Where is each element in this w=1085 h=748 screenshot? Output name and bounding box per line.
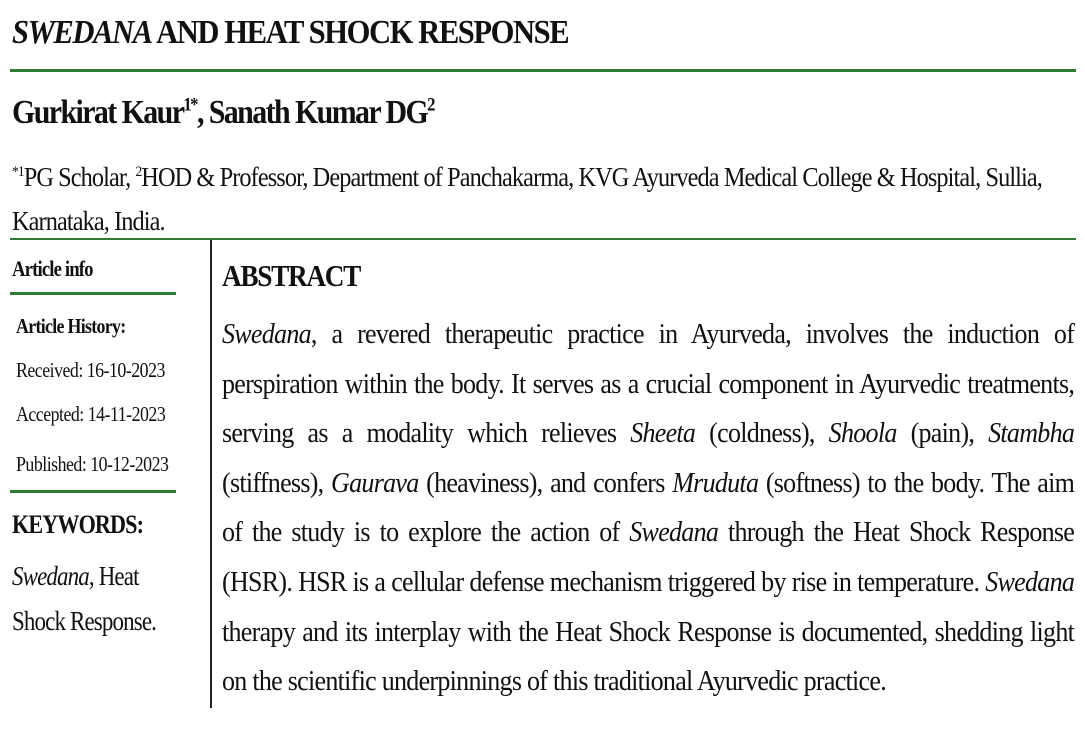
abstract-text-run: therapy and its interplay with the Heat Shock Response is documented, shedding light on the scientific underpinnings of this traditional Ayurvedic practice.	[222, 615, 1075, 698]
abstract-italic-term: Shoola	[828, 417, 897, 450]
author-1-superscript: 1*	[183, 94, 197, 116]
header-divider	[10, 238, 1076, 240]
accepted-date: Accepted: 14-11-2023	[16, 402, 166, 426]
keywords-heading: KEYWORDS:	[12, 510, 144, 539]
abstract-italic-term: Swedana	[629, 516, 719, 549]
abstract-text-run: (pain),	[896, 417, 989, 450]
abstract-text-run: , a revered therapeutic practice in Ayurveda, involves the induction of perspiration within the body. It serves as a crucial component in Ayurvedic treatments, serving as a modality which relieves	[222, 318, 1075, 450]
affiliation-part-2: HOD & Professor, Department of Panchakarma, KVG Ayurveda Medical College & Hospital, Sullia, Karnataka, India.	[12, 162, 1042, 236]
abstract-text-run: (coldness),	[695, 417, 829, 450]
author-2-superscript: 2	[427, 94, 434, 116]
affiliation	[12, 150, 1074, 243]
author-separator: ,	[196, 94, 209, 131]
column-divider	[210, 240, 212, 708]
affiliation-part-1: PG Scholar,	[23, 162, 136, 192]
affiliation-sup-2: 2	[135, 164, 142, 180]
abstract-text-run: (softness) to the body. The aim of the study is to explore the action of	[222, 466, 1075, 549]
abstract-italic-term: Sheeta	[630, 417, 696, 450]
abstract-italic-term: Swedana	[985, 565, 1075, 598]
abstract-text	[222, 310, 1074, 707]
paper-title-italic: SWEDANA	[12, 14, 152, 51]
author-line	[12, 94, 434, 132]
abstract-italic-term: Stambha	[988, 417, 1075, 450]
published-date: Published: 10-12-2023	[16, 452, 169, 476]
abstract-italic-term: Swedana	[222, 318, 311, 350]
title-divider	[10, 69, 1076, 72]
article-info-divider	[10, 292, 176, 295]
history-divider	[10, 490, 176, 493]
abstract-italic-term: Gaurava	[331, 466, 419, 499]
article-history-heading: Article History:	[16, 314, 126, 338]
keyword-rest: , Heat Shock Response.	[12, 561, 157, 636]
paper-title-rest: AND HEAT SHOCK RESPONSE	[151, 14, 569, 51]
abstract-text-run: (heaviness), and confers	[418, 466, 673, 499]
author-2-name: Sanath Kumar DG	[208, 94, 428, 131]
abstract-italic-term: Mruduta	[672, 466, 759, 499]
article-info-sidebar	[12, 256, 212, 636]
received-date: Received: 16-10-2023	[16, 358, 165, 382]
abstract-text-run: through the Heat Shock Response (HSR). HSR is a cellular defense mechanism triggered by rise in temperature.	[222, 516, 1075, 598]
paper-title	[12, 14, 568, 52]
abstract-heading: ABSTRACT	[222, 258, 361, 293]
article-info-heading: Article info	[12, 256, 93, 281]
keywords-list	[12, 554, 174, 644]
abstract-text-run: (stiffness),	[222, 466, 332, 499]
author-1-name: Gurkirat Kaur	[12, 94, 184, 131]
keyword-swedana: Swedana	[12, 561, 89, 591]
affiliation-sup-1: *1	[12, 164, 24, 180]
